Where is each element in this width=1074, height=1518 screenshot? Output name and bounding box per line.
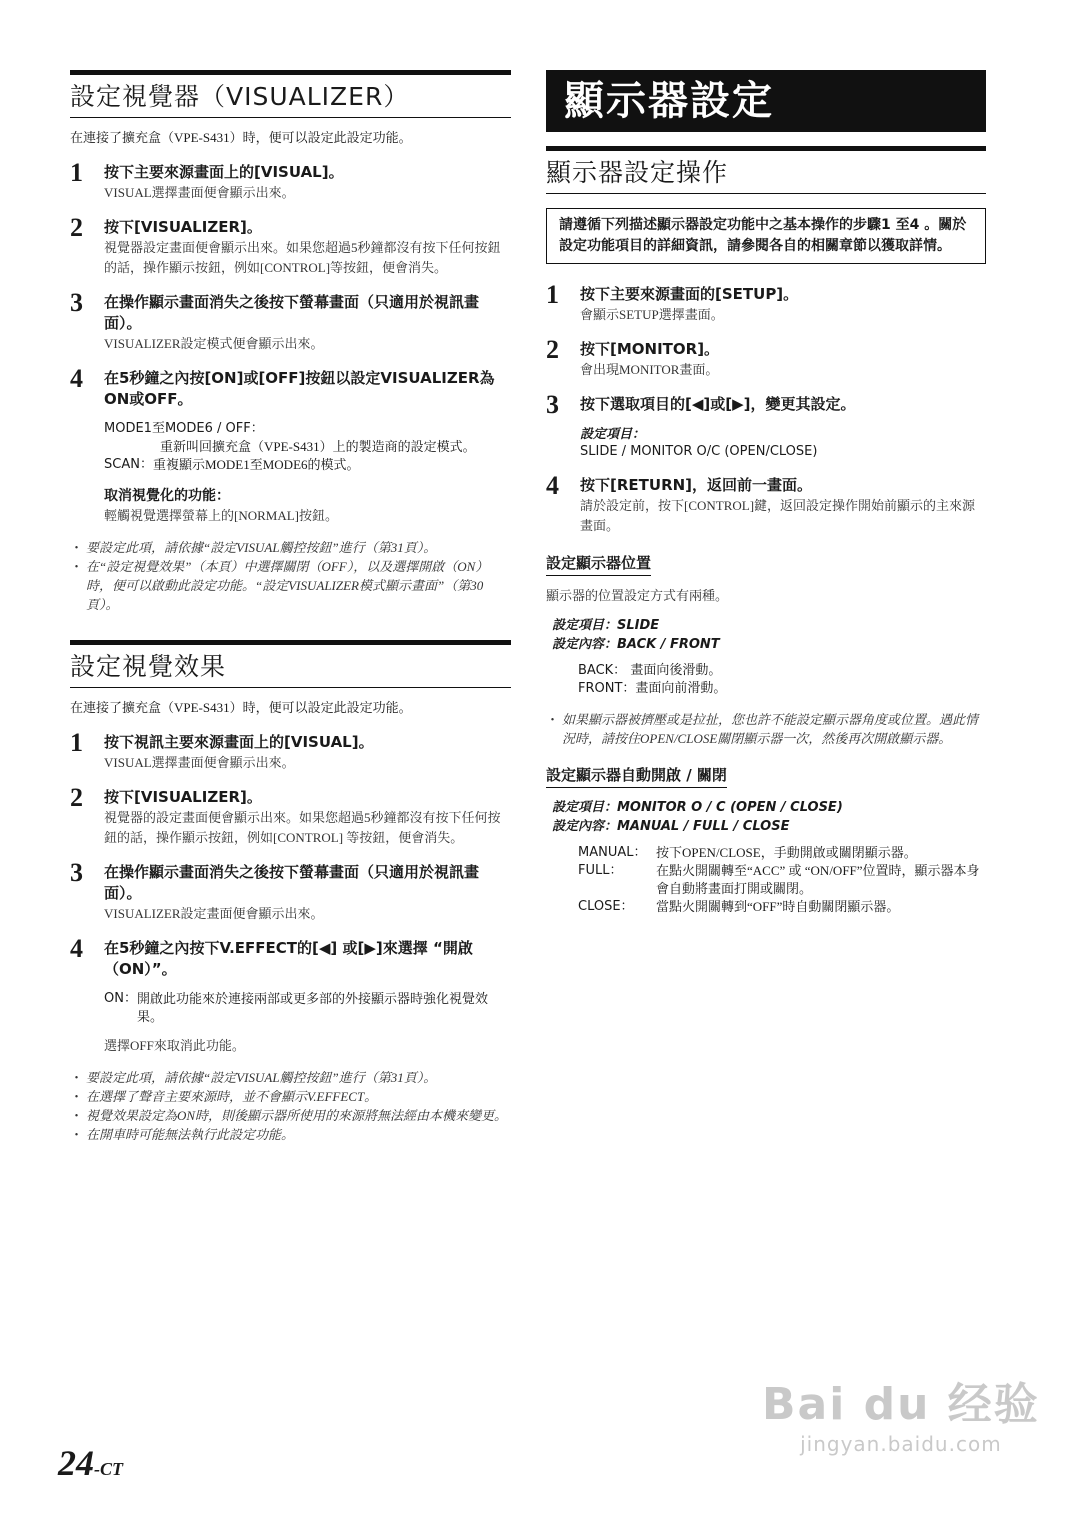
cancel-title: 取消視覺化的功能：	[104, 488, 230, 504]
page-number	[58, 1442, 123, 1484]
step-body: 視覺器的設定畫面便會顯示出來。如果您超過5秒鐘都沒有按下任何按鈕的話，操作顯示按鈕，例如[CONTROL] 等按鈕，便會消失。	[104, 810, 501, 845]
note-item: ・ 在開車時可能無法執行此設定功能。	[70, 1125, 511, 1144]
step-number: 4	[546, 471, 559, 500]
setting-label: 設定項目：	[580, 427, 646, 442]
note-item: ・ 在選擇了聲音主要來源時，並不會顯示V.EFFECT。	[70, 1087, 511, 1106]
mode-row-2	[104, 456, 511, 474]
step-body: VISUAL選擇畫面便會顯示出來。	[104, 185, 295, 200]
step-number: 2	[70, 783, 83, 812]
visualizer-heading: 設定視覺器（VISUALIZER）	[70, 82, 410, 111]
watermark-logo-text: Bai du 经验	[762, 1379, 1040, 1430]
page-number-suffix: -CT	[94, 1459, 123, 1479]
step-number: 1	[70, 728, 83, 757]
mode-val-2: 重複顯示MODE1至MODE6的模式。	[152, 457, 360, 472]
step-number: 1	[70, 158, 83, 187]
auto-settings	[546, 798, 986, 836]
position-content: 設定內容：BACK / FRONT	[552, 637, 720, 652]
full-key: FULL：	[578, 863, 623, 878]
chapter-title-bar	[546, 70, 986, 132]
step-title: 按下視訊主要來源畫面上的[VISUAL]。	[104, 733, 374, 751]
step-title: 按下[VISUALIZER]。	[104, 788, 262, 806]
auto-content: 設定內容：MANUAL / FULL / CLOSE	[552, 819, 790, 834]
full-val: 在點火開關轉至“ACC” 或 “ON/OFF”位置時，顯示器本身會自動將畫面打開或關閉。	[656, 863, 980, 896]
visualizer-heading-bar	[70, 70, 511, 118]
auto-options	[546, 844, 986, 916]
effect-step-4	[70, 934, 511, 1056]
full-row	[578, 862, 986, 898]
step-body: VISUAL選擇畫面便會顯示出來。	[104, 755, 295, 770]
back-option: BACK： 畫面向後滑動。	[578, 663, 722, 678]
step-body: 會顯示SETUP選擇畫面。	[580, 307, 724, 322]
note-item: ・ 如果顯示器被擠壓或是拉扯，您也許不能設定顯示器角度或位置。遇此情況時，請按住OPEN/CLOSE關閉顯示器一次，然後再次開啟顯示器。	[546, 710, 986, 748]
front-option: FRONT：畫面向前滑動。	[578, 681, 727, 696]
position-settings	[546, 616, 986, 654]
monitor-step-2	[546, 335, 986, 380]
auto-item: 設定項目：MONITOR O / C (OPEN / CLOSE)	[552, 800, 843, 815]
step-number: 4	[70, 364, 83, 393]
step-body: 請於設定前，按下[CONTROL]鍵，返回設定操作開始前顯示的主來源畫面。	[580, 498, 976, 533]
cancel-body: 輕觸視覺選擇螢幕上的[NORMAL]按鈕。	[104, 508, 338, 523]
position-item: 設定項目：SLIDE	[552, 618, 660, 633]
visualizer-step-1	[70, 158, 511, 203]
visualizer-step-3	[70, 288, 511, 354]
monitor-step-1	[546, 280, 986, 325]
visualizer-step-2	[70, 213, 511, 278]
on-key: ON：	[104, 991, 137, 1006]
effect-step-2	[70, 783, 511, 848]
step-title: 按下[RETURN]，返回前一畫面。	[580, 476, 813, 494]
position-heading: 設定顯示器位置	[546, 552, 651, 576]
position-intro: 顯示器的位置設定方式有兩種。	[546, 588, 729, 603]
monitor-step-3	[546, 390, 986, 461]
right-column	[546, 70, 986, 916]
close-key: CLOSE：	[578, 899, 634, 914]
visualizer-step-4	[70, 364, 511, 526]
on-val: 開啟此功能來於連接兩部或更多部的外接顯示器時強化視覺效果。	[136, 991, 488, 1024]
chapter-title: 顯示器設定	[564, 78, 774, 124]
step-number: 3	[70, 858, 83, 887]
step-title: 在操作顯示畫面消失之後按下螢幕畫面（只適用於視訊畫面）。	[104, 863, 480, 902]
mode-key-1: MODE1至MODE6 / OFF：	[104, 421, 264, 436]
step-number: 3	[70, 288, 83, 317]
instruction-box: 請遵循下列描述顯示器設定功能中之基本操作的步驟1 至4 。關於設定功能項目的詳細資訊，請參閱各自的相關章節以獲取詳情。	[546, 208, 986, 264]
effect-intro: 在連接了擴充盒（VPE-S431）時，便可以設定此設定功能。	[70, 700, 412, 715]
off-text: 選擇OFF來取消此功能。	[104, 1038, 245, 1053]
step-title: 按下主要來源畫面上的[VISUAL]。	[104, 163, 344, 181]
left-column	[70, 70, 511, 1144]
mode-val-1: 重新叫回擴充盒（VPE-S431）上的製造商的設定模式。	[160, 439, 476, 454]
step-number: 2	[546, 335, 559, 364]
monitor-step-4	[546, 471, 986, 536]
step-number: 1	[546, 280, 559, 309]
position-options	[546, 662, 986, 698]
effect-step-3	[70, 858, 511, 924]
op-heading-bar	[546, 146, 986, 194]
step-body: VISUALIZER設定畫面便會顯示出來。	[104, 906, 324, 921]
position-notes	[546, 710, 986, 748]
effect-step-1	[70, 728, 511, 773]
step-number: 4	[70, 934, 83, 963]
note-item: ・ 視覺效果設定為ON時，則後顯示器所使用的來源將無法經由本機來變更。	[70, 1106, 511, 1125]
close-row	[578, 898, 986, 916]
note-item: ・ 要設定此項，請依據“設定VISUAL觸控按鈕”進行（第31頁）。	[70, 1068, 511, 1087]
step-body: 會出現MONITOR畫面。	[580, 362, 719, 377]
effect-notes	[70, 1068, 511, 1144]
note-item: ・ 要設定此項，請依據“設定VISUAL觸控按鈕”進行（第31頁）。	[70, 538, 511, 557]
step-title: 按下主要來源畫面的[SETUP]。	[580, 285, 799, 303]
manual-row	[578, 844, 986, 862]
visualizer-intro: 在連接了擴充盒（VPE-S431）時，便可以設定此設定功能。	[70, 130, 412, 145]
on-definition	[104, 990, 511, 1026]
close-val: 當點火開關轉到“OFF”時自動關閉顯示器。	[656, 899, 900, 914]
op-heading: 顯示器設定操作	[546, 158, 729, 187]
note-item: ・ 在“設定視覺效果”（本頁）中選擇關閉（OFF），以及選擇開啟（ON）時，便可以啟動此設定功能。“設定VISUALIZER模式顯示畫面”（第30頁）。	[70, 557, 511, 614]
step-title: 在5秒鐘之內按[ON]或[OFF]按鈕以設定VISUALIZER為ON或OFF。	[104, 369, 495, 408]
mode-definitions	[104, 420, 511, 474]
step-title: 在操作顯示畫面消失之後按下螢幕畫面（只適用於視訊畫面）。	[104, 293, 480, 332]
step-title: 按下[VISUALIZER]。	[104, 218, 262, 236]
step-title: 在5秒鐘之內按下V.EFFECT的[◀] 或[▶]來選擇 “開啟（ON）”。	[104, 939, 473, 978]
effect-heading-bar	[70, 640, 511, 688]
step-number: 3	[546, 390, 559, 419]
watermark-url: jingyan.baidu.com	[800, 1432, 1002, 1456]
setting-value: SLIDE / MONITOR O/C (OPEN/CLOSE)	[580, 444, 818, 459]
on-row	[104, 990, 511, 1026]
step-body: 視覺器設定畫面便會顯示出來。如果您超過5秒鐘都沒有按下任何按鈕的話，操作顯示按鈕，例如[CONTROL]等按鈕，便會消失。	[104, 240, 501, 275]
step-title: 按下[MONITOR]。	[580, 340, 720, 358]
visualizer-notes	[70, 538, 511, 614]
step-body: VISUALIZER設定模式便會顯示出來。	[104, 336, 324, 351]
mode-key-2: SCAN：	[104, 457, 153, 472]
step-title: 按下選取項目的[◀]或[▶]，變更其設定。	[580, 395, 856, 413]
watermark	[762, 1368, 1040, 1456]
effect-heading: 設定視覺效果	[70, 652, 227, 681]
manual-val: 按下OPEN/CLOSE，手動開啟或關閉顯示器。	[656, 845, 917, 860]
step-number: 2	[70, 213, 83, 242]
manual-key: MANUAL：	[578, 845, 647, 860]
auto-heading: 設定顯示器自動開啟 / 關閉	[546, 764, 727, 788]
page-number-value: 24	[58, 1443, 94, 1483]
